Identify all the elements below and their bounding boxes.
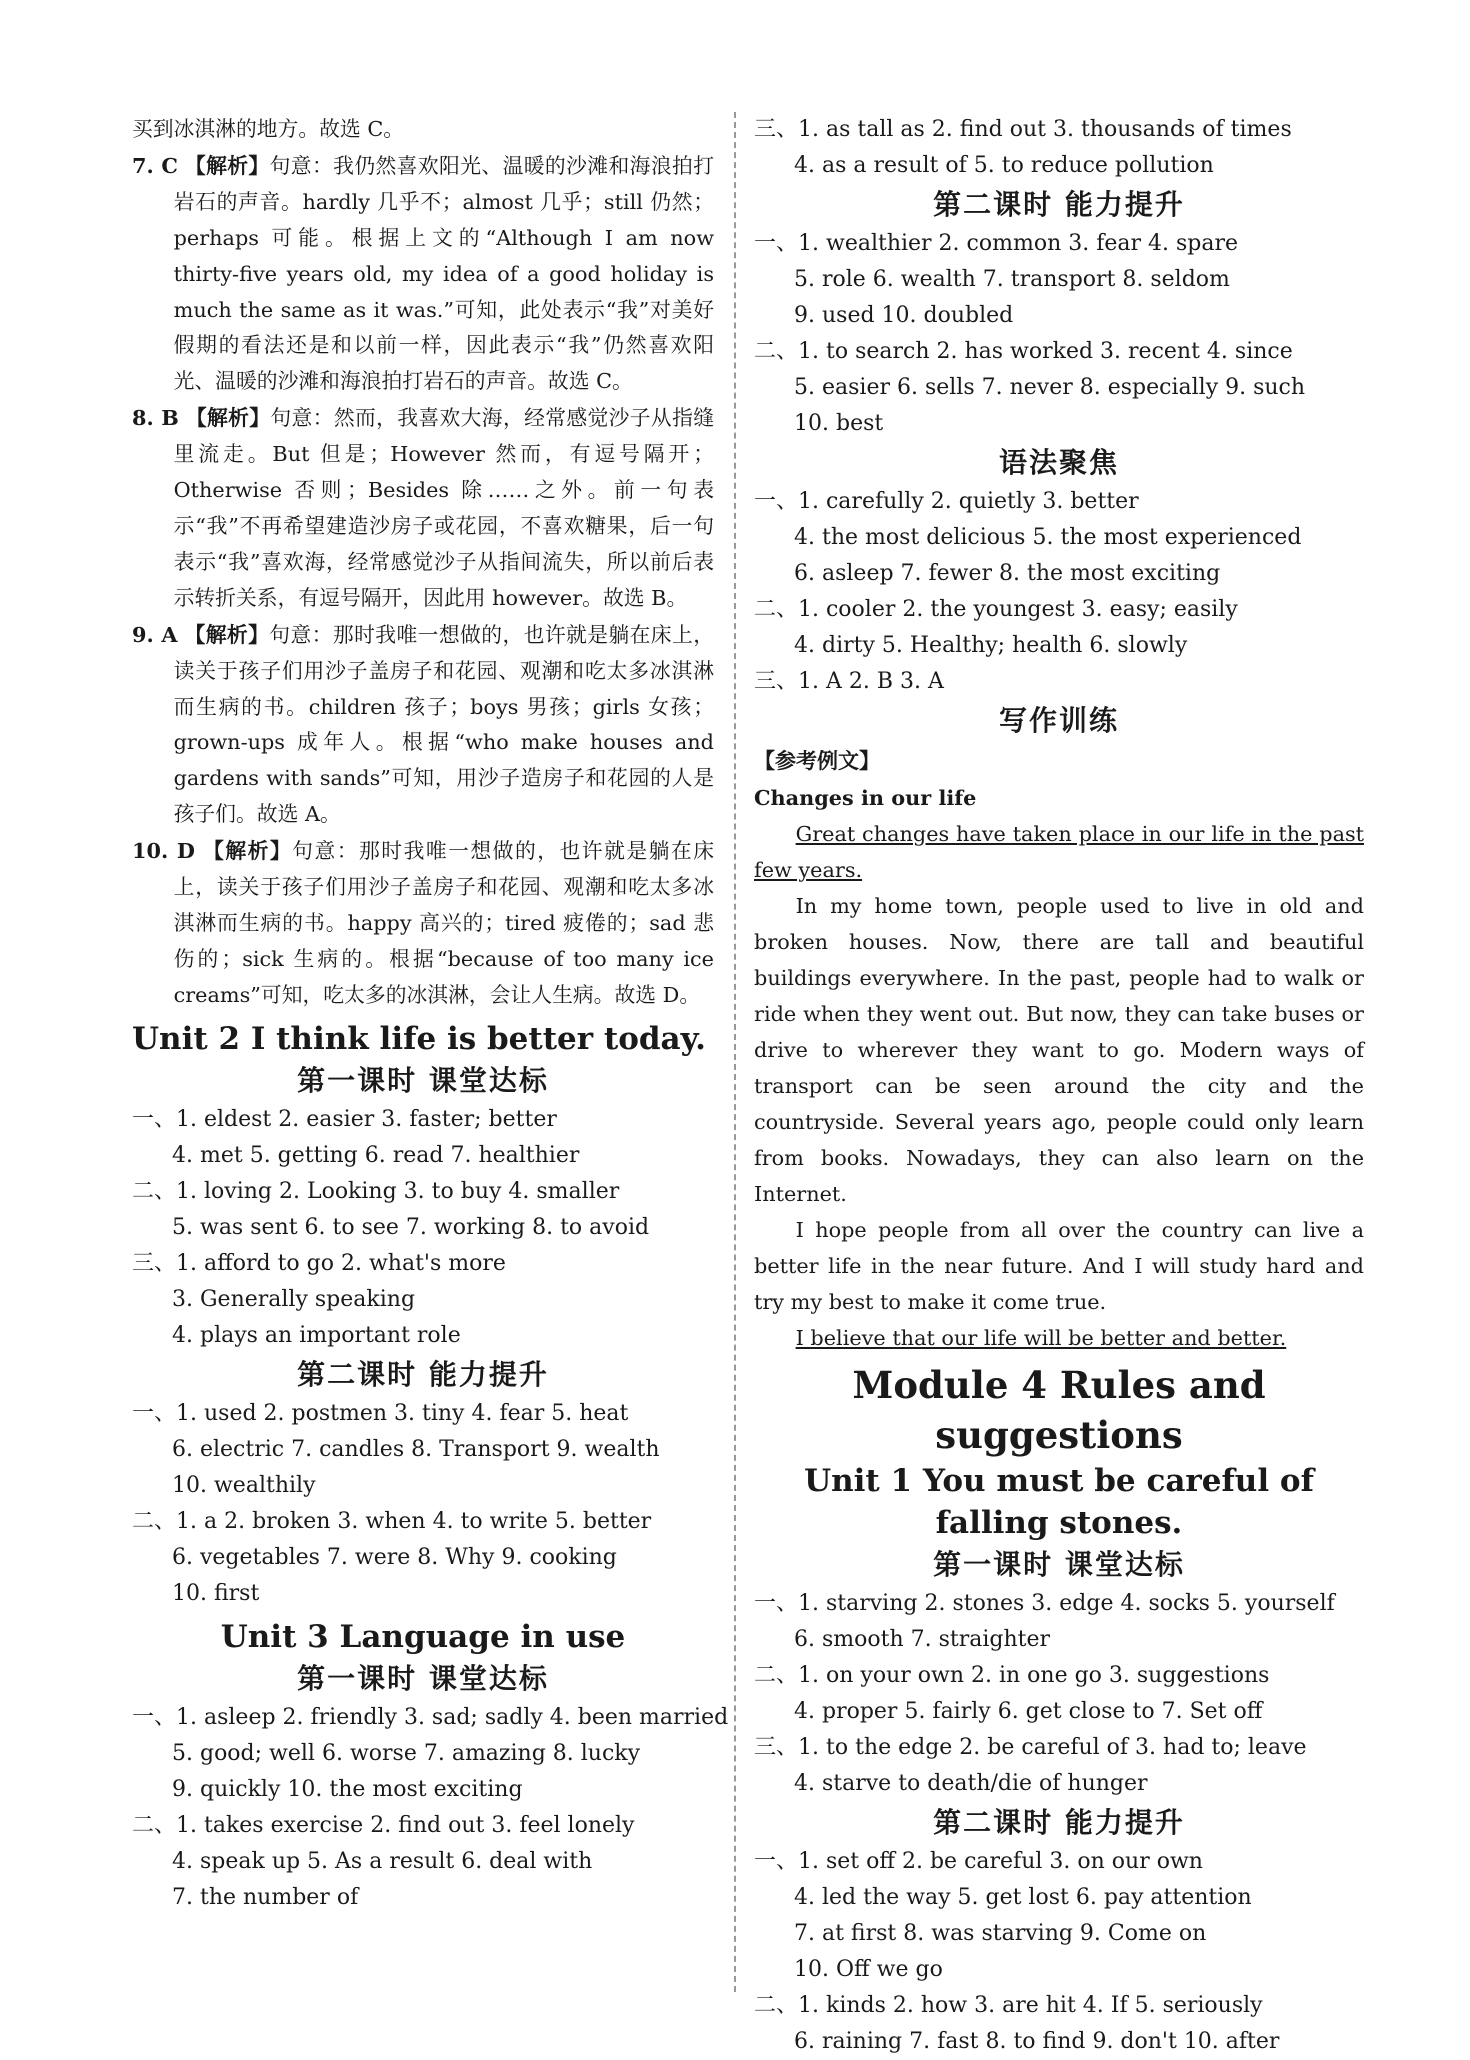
- answer-line: 10. best: [794, 411, 884, 436]
- writing-training-title: 写作训练: [998, 704, 1119, 737]
- answer-item-7: 7. C 【解析】句意：我仍然喜欢阳光、温暖的沙滩和海浪拍打岩石的声音。hardly 几乎不；almost 几乎；still 仍然；perhaps 可能。根据上文的“Although I am now thirty-five years old, my idea of a good holiday is much the same as it was.”可知，此处表示“我”对美好假期的看法还是和以前一样，因此表示“我”仍然喜欢阳光、温暖的沙滩和海浪拍打岩石的声音。故选 C。: [132, 152, 714, 394]
- answer-item-8: 8. B 【解析】句意：然而，我喜欢大海，经常感觉沙子从指缝里流走。But 但是；However 然而，有逗号隔开；Otherwise 否则；Besides 除……之外。前一句表示“我”不再希望建造沙房子或花园，不喜欢糖果，后一句表示“我”喜欢海，经常感觉沙子从指间流失，所以前后表示转折关系，有逗号隔开，因此用 however。故选 B。: [132, 405, 715, 610]
- answer-line: 3. Generally speaking: [172, 1286, 416, 1312]
- module4-lesson1-title: 第一课时 课堂达标: [933, 1548, 1185, 1581]
- unit2-lesson1-title: 第一课时 课堂达标: [297, 1063, 549, 1097]
- answer-line: 4. starve to death/die of hunger: [794, 1771, 1148, 1796]
- answer-line: 4. plays an important role: [172, 1322, 461, 1348]
- answer-line: 一、1. used 2. postmen 3. tiny 4. fear 5. heat: [132, 1400, 629, 1426]
- answer-line: 6. asleep 7. fewer 8. the most exciting: [794, 561, 1221, 586]
- answer-line: 10. first: [172, 1580, 260, 1606]
- answer-line: 10. wealthily: [172, 1472, 316, 1498]
- answer-line: 二、1. loving 2. Looking 3. to buy 4. smaller: [132, 1178, 620, 1204]
- module4-lesson2-answers: [754, 1844, 1364, 2060]
- right-column: [754, 112, 1364, 2060]
- answer-line: 一、1. asleep 2. friendly 3. sad; sadly 4. been married: [132, 1704, 729, 1730]
- answer-line: 4. dirty 5. Healthy; health 6. slowly: [794, 633, 1188, 658]
- answer-line: 一、1. eldest 2. easier 3. faster; better: [132, 1106, 557, 1132]
- unit3-title: Unit 3 Language in use: [220, 1618, 626, 1655]
- answer-line: 5. was sent 6. to see 7. working 8. to avoid: [172, 1214, 650, 1240]
- answer-line: 4. the most delicious 5. the most experienced: [794, 525, 1302, 550]
- reference-essay-label: 【参考例文】: [754, 748, 880, 773]
- answer-line: 一、1. starving 2. stones 3. edge 4. socks 5. yourself: [754, 1591, 1335, 1616]
- module4-lesson1-answers: [754, 1586, 1364, 1802]
- left-column: [132, 112, 729, 1916]
- answer-line: 二、1. kinds 2. how 3. are hit 4. If 5. seriously: [754, 1993, 1263, 2018]
- answer-line: 二、1. a 2. broken 3. when 4. to write 5. better: [132, 1508, 652, 1534]
- answer-line: 4. met 5. getting 6. read 7. healthier: [172, 1142, 580, 1168]
- unit2-lesson2-answers: [132, 1396, 714, 1612]
- unit3-lesson2-answers: [754, 226, 1364, 442]
- answer-line: 三、1. as tall as 2. find out 3. thousands of times: [754, 117, 1292, 142]
- answer-line: 4. led the way 5. get lost 6. pay attention: [794, 1885, 1252, 1910]
- answer-line: 二、1. takes exercise 2. find out 3. feel lonely: [132, 1812, 635, 1838]
- answer-line: 4. as a result of 5. to reduce pollution: [794, 153, 1214, 178]
- module4-unit1-title-line1: Unit 1 You must be careful of: [804, 1463, 1314, 1499]
- answer-line: 6. vegetables 7. were 8. Why 9. cooking: [172, 1544, 617, 1570]
- answer-line: 5. easier 6. sells 7. never 8. especially 9. such: [794, 375, 1306, 400]
- unit2-lesson1-answers: [132, 1102, 714, 1354]
- intro-line: 买到冰淇淋的地方。故选 C。: [132, 117, 405, 141]
- answer-line: 一、1. wealthier 2. common 3. fear 4. spare: [754, 231, 1239, 256]
- answer-line: 三、1. afford to go 2. what's more: [132, 1250, 506, 1276]
- answer-line: 三、1. to the edge 2. be careful of 3. had to; leave: [754, 1735, 1307, 1760]
- grammar-focus-title: 语法聚焦: [998, 446, 1119, 479]
- essay-paragraph-4: I believe that our life will be better and better.: [795, 1326, 1287, 1350]
- module4-unit1-title-line2: falling stones.: [935, 1505, 1183, 1541]
- answer-line: 一、1. carefully 2. quietly 3. better: [754, 489, 1139, 514]
- unit3-lesson1-part3: [754, 112, 1364, 184]
- grammar-focus-answers: [754, 484, 1364, 700]
- unit2-lesson2-title: 第二课时 能力提升: [297, 1357, 549, 1391]
- answer-line: 10. Off we go: [794, 1957, 943, 1982]
- unit3-lesson1-title: 第一课时 课堂达标: [297, 1661, 549, 1695]
- module4-lesson2-title: 第二课时 能力提升: [933, 1806, 1185, 1839]
- essay-paragraph-2: In my home town, people used to live in old and broken houses. Now, there are tall and beautiful buildings everywhere. In the past, people had to walk or ride when they went out. But now, they can take buses or drive to wherever they want to go. Modern ways of transport can be seen around the city and the countryside. Several years ago, people could only learn from books. Nowadays, they can also learn on the Internet.: [754, 894, 1364, 1206]
- answer-line: 三、1. A 2. B 3. A: [754, 669, 944, 694]
- answer-line: 6. electric 7. candles 8. Transport 9. wealth: [172, 1436, 660, 1462]
- answer-line: 二、1. cooler 2. the youngest 3. easy; easily: [754, 597, 1238, 622]
- module4-title: Module 4 Rules and suggestions: [852, 1363, 1266, 1457]
- unit3-lesson1-answers: [132, 1700, 729, 1916]
- answer-line: 9. used 10. doubled: [794, 303, 1014, 328]
- answer-line: 4. proper 5. fairly 6. get close to 7. Set off: [794, 1699, 1263, 1724]
- essay-paragraph-1: Great changes have taken place in our life in the past few years.: [754, 822, 1364, 882]
- reference-essay: [754, 780, 1364, 1356]
- answer-line: 二、1. on your own 2. in one go 3. suggestions: [754, 1663, 1270, 1688]
- answer-line: 7. the number of: [172, 1884, 359, 1910]
- unit3-lesson2-title: 第二课时 能力提升: [933, 188, 1185, 221]
- answer-line: 一、1. set off 2. be careful 3. on our own: [754, 1849, 1203, 1874]
- answer-line: 5. role 6. wealth 7. transport 8. seldom: [794, 267, 1230, 292]
- unit2-title: Unit 2 I think life is better today.: [132, 1020, 706, 1057]
- answer-line: 4. speak up 5. As a result 6. deal with: [172, 1848, 593, 1874]
- answer-line: 6. smooth 7. straighter: [794, 1627, 1051, 1652]
- answer-item-10: 10. D 【解析】句意：那时我唯一想做的，也许就是躺在床上，读关于孩子们用沙子盖房子和花园、观潮和吃太多冰淇淋而生病的书。happy 高兴的；tired 疲倦的；sad 悲伤的；sick 生病的。根据“because of too many ice creams”可知，吃太多的冰淇淋，会让人生病。故选 D。: [132, 838, 714, 1007]
- answer-line: 7. at first 8. was starving 9. Come on: [794, 1921, 1207, 1946]
- answer-line: 二、1. to search 2. has worked 3. recent 4. since: [754, 339, 1293, 364]
- answer-line: 9. quickly 10. the most exciting: [172, 1776, 523, 1802]
- answer-line: 5. good; well 6. worse 7. amazing 8. lucky: [172, 1740, 641, 1766]
- column-divider: [734, 112, 736, 1992]
- answer-item-9: 9. A 【解析】句意：那时我唯一想做的，也许就是躺在床上，读关于孩子们用沙子盖房子和花园、观潮和吃太多冰淇淋而生病的书。children 孩子；boys 男孩；girls 女孩；grown-ups 成年人。根据“who make houses and gardens with sands”可知，用沙子造房子和花园的人是孩子们。故选 A。: [132, 621, 714, 827]
- answer-line: 6. raining 7. fast 8. to find 9. don't 10. after: [794, 2029, 1280, 2054]
- essay-title: Changes in our life: [754, 785, 977, 810]
- essay-paragraph-3: I hope people from all over the country can live a better life in the near future. And I will study hard and try my best to make it come true.: [754, 1218, 1364, 1314]
